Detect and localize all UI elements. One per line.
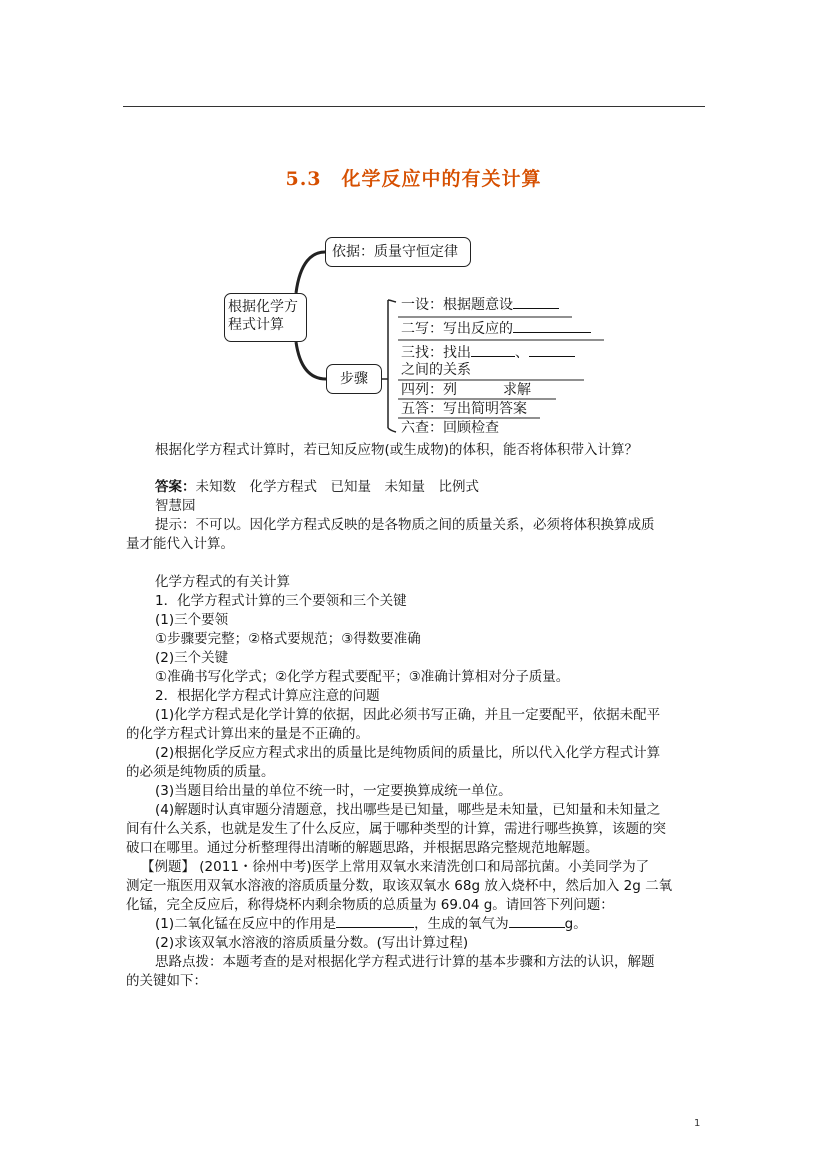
- bracket-s1: [388, 300, 396, 302]
- body-line-3: (1)三个要领: [155, 612, 229, 628]
- answer-line: [155, 478, 735, 497]
- body-line-15: 破口在哪里。通过分析整理得出清晰的解题思路，并根据思路完整规范地解题。: [126, 840, 599, 856]
- step-1-text: 一设：根据题意设: [401, 297, 513, 313]
- step-4-text-b: 求解: [503, 382, 531, 398]
- oxygen-blank: [509, 927, 565, 928]
- body-line-10: (2)根据化学反应方程式求出的质量比是纯物质间的质量比，所以代入化学方程式计算: [155, 745, 661, 761]
- step-3-blank-a: [471, 356, 515, 357]
- body-line-5: (2)三个关键: [155, 650, 229, 666]
- body-line-19-b: ，生成的氧气为: [414, 916, 509, 932]
- step-1-blank: [513, 308, 559, 309]
- step-3-sep: 、: [515, 345, 529, 361]
- question-text: 根据化学方程式计算时，若已知反应物(或生成物)的体积，能否将体积带入计算？: [155, 442, 639, 458]
- answer-label: 答案：: [155, 479, 196, 495]
- step-4: [401, 381, 531, 399]
- body-line-19-c: g。: [564, 916, 587, 932]
- step-3-cont: [401, 361, 471, 379]
- body-line-9: 的化学方程式计算出来的量是不正确的。: [126, 726, 369, 742]
- body-line-17: 测定一瓶医用双氧水溶液的溶质质量分数，取该双氧水 68g 放入烧杯中，然后加入 2g 二氧: [126, 878, 673, 894]
- body-line-20: (2)求该双氧水溶液的溶质质量分数。(写出计算过程): [155, 935, 469, 951]
- step-3-text-b: 之间的关系: [401, 362, 471, 378]
- mindmap-root-label: 根据化学方程式计算: [228, 299, 298, 333]
- body-line-2: 1．化学方程式计算的三个要领和三个关键: [155, 593, 407, 609]
- connector-to-steps: [296, 342, 326, 379]
- mindmap-steps-box: [326, 364, 382, 394]
- step-5: [401, 400, 527, 418]
- catalyst-blank: [336, 927, 414, 928]
- page-number: 1: [694, 1118, 701, 1129]
- header-rule: [123, 106, 705, 107]
- step-5-text: 五答：写出简明答案: [401, 401, 527, 417]
- mindmap-steps-label: 步骤: [340, 371, 368, 387]
- body-line-22: 的关键如下：: [126, 973, 207, 989]
- body-line-6: ①准确书写化学式；②化学方程式要配平；③准确计算相对分子质量。: [155, 669, 570, 685]
- mindmap-root-box: [224, 293, 307, 342]
- step-2-blank: [513, 332, 591, 333]
- step-3: [401, 344, 575, 362]
- body-line-13: (4)解题时认真审题分清题意，找出哪些是已知量，哪些是未知量，已知量和未知量之: [155, 802, 661, 818]
- body-line-1: 化学方程式的有关计算: [155, 574, 290, 590]
- zhihuiyuan-heading: 智慧园: [155, 498, 196, 514]
- step-6: [401, 419, 499, 437]
- step-2-text: 二写：写出反应的: [401, 321, 513, 337]
- body-line-14: 间有什么关系，也就是发生了什么反应，属于哪种类型的计算，需进行哪些换算，该题的突: [126, 821, 666, 837]
- answer-text: 未知数 化学方程式 已知量 未知量 比例式: [195, 479, 479, 495]
- body-line-19-a: (1)二氧化锰在反应中的作用是: [155, 916, 337, 932]
- body-line-11: 的必须是纯物质的质量。: [126, 764, 275, 780]
- tip-line-1: 提示：不可以。因化学方程式反映的是各物质之间的质量关系，必须将体积换算成质: [155, 517, 655, 533]
- body-line-12: (3)当题目给出量的单位不统一时，一定要换算成统一单位。: [155, 783, 512, 799]
- connector-to-basis: [296, 252, 325, 293]
- body-line-7: 2．根据化学方程式计算应注意的问题: [155, 688, 380, 704]
- body-line-21: 思路点拨：本题考查的是对根据化学方程式进行计算的基本步骤和方法的认识，解题: [155, 954, 655, 970]
- step-3-text-a: 三找：找出: [401, 345, 471, 361]
- mindmap-basis-label: 依据：质量守恒定律: [332, 244, 458, 260]
- body-line-4: ①步骤要完整；②格式要规范；③得数要准确: [155, 631, 421, 647]
- body-line-8: (1)化学方程式是化学计算的依据，因此必须书写正确，并且一定要配平，依据未配平: [155, 707, 661, 723]
- body-line-18: 化锰，完全反应后，称得烧杯内剩余物质的总质量为 69.04 g。请回答下列问题：: [126, 897, 614, 913]
- body-line-16: 【例题】 (2011・徐州中考)医学上常用双氧水来清洗创口和局部抗菌。小美同学为了: [141, 859, 650, 875]
- bracket-s6: [388, 428, 396, 432]
- step-6-text: 六查：回顾检查: [401, 420, 499, 436]
- step-1: [401, 296, 559, 314]
- body-line-19: [155, 915, 735, 934]
- mindmap-basis-box: [325, 237, 471, 267]
- step-2: [401, 320, 591, 338]
- step-4-text-a: 四列：列: [401, 382, 457, 398]
- step-3-blank-b: [529, 356, 575, 357]
- page-title: 5.3 化学反应中的有关计算: [285, 168, 542, 190]
- tip-line-2: 量才能代入计算。: [126, 536, 234, 552]
